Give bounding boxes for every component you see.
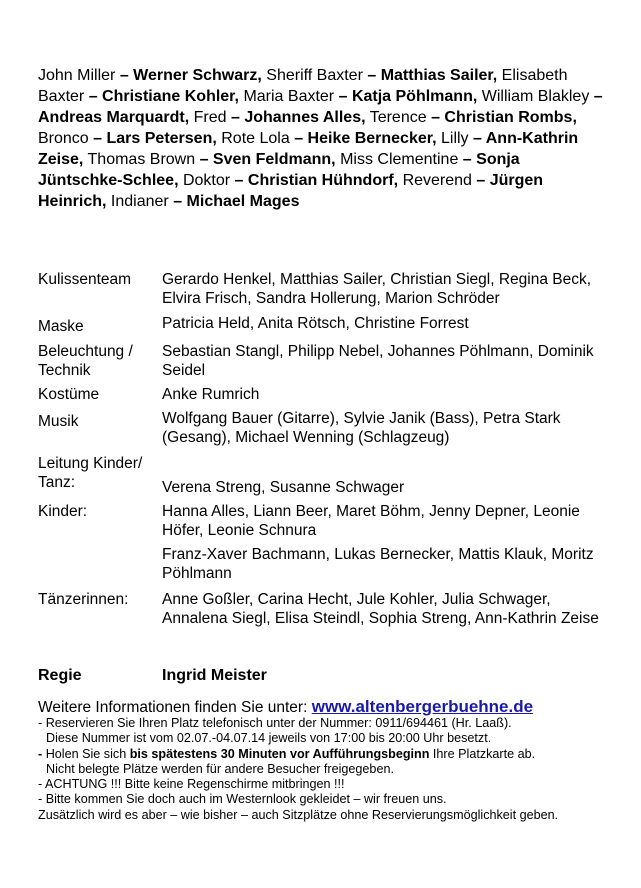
director-label: Regie: [38, 667, 82, 684]
cast-role: Reverend: [402, 172, 472, 189]
cast-actor: Christiane Kohler: [102, 88, 235, 105]
crew-value: Patricia Held, Anita Rötsch, Christine Forrest: [162, 315, 469, 332]
crew-label: Tänzerinnen:: [38, 591, 129, 608]
crew-value: Hanna Alles, Liann Beer, Maret Böhm, Jenny Depner, Leonie Höfer, Leonie Schnura: [162, 503, 580, 539]
crew-row: [38, 314, 613, 336]
crew-label: Musik: [38, 413, 79, 430]
cast-role: Sheriff Baxter: [266, 67, 363, 84]
crew-row: [38, 342, 613, 380]
note-line: Nicht belegte Plätze werden für andere Besucher freigegeben.: [46, 761, 394, 776]
cast-actor: Christian Rombs: [444, 109, 573, 126]
crew-label: Kostüme: [38, 386, 100, 403]
cast-actor: Michael Mages: [186, 193, 300, 210]
crew-row: [38, 409, 613, 447]
crew-row: [38, 454, 613, 497]
crew-value: Wolfgang Bauer (Gitarre), Sylvie Janik (Bass), Petra Stark (Gesang), Michael Wenning (Schlagzeug): [162, 410, 561, 446]
cast-actor: Sven Feldmann: [212, 151, 332, 168]
cast-list: John Miller – Werner Schwarz, Sheriff Baxter – Matthias Sailer, Elisabeth Baxter – Christiane Kohler, Maria Baxter – Katja Pöhlmann, William Blakley – Andreas Marquardt, Fred – Johannes Alles, Terence – Christian Rombs, Bronco – Lars Petersen, Rote Lola – Heike Bernecker, Lilly – Ann-Kathrin Zeise, Thomas Brown – Sven Feldmann, Miss Clementine – Sonja Jüntschke-Schlee, Doktor – Christian Hühndorf, Reverend – Jürgen Heinrich, Indianer – Michael Mages: [38, 67, 603, 210]
crew-label: Kulissenteam: [38, 271, 132, 288]
crew-value: Gerardo Henkel, Matthias Sailer, Christian Siegl, Regina Beck, Elvira Frisch, Sandra Hollerung, Marion Schröder: [162, 271, 592, 307]
note-text: Holen Sie sich: [45, 746, 130, 761]
cast-role: Elisabeth Baxter: [38, 67, 568, 105]
crew-value: Anke Rumrich: [162, 386, 260, 403]
cast-actor: Katja Pöhlmann: [351, 88, 473, 105]
crew-row: [38, 590, 613, 628]
cast-role: Terence: [369, 109, 427, 126]
info-line: [38, 697, 613, 717]
note-text: Ihre Platzkarte ab.: [429, 746, 536, 761]
note-emphasis: bis spätestens 30 Minuten vor Aufführungsbeginn: [129, 746, 430, 761]
crew-value: Sebastian Stangl, Philipp Nebel, Johannes Pöhlmann, Dominik Seidel: [162, 343, 594, 379]
crew-label: [38, 545, 162, 583]
cast-role: Rote Lola: [221, 130, 290, 147]
crew-label: Leitung Kinder/ Tanz:: [38, 455, 143, 491]
cast-role: Thomas Brown: [87, 151, 196, 168]
cast-role: Fred: [193, 109, 227, 126]
note-line: Diese Nummer ist vom 02.07.-04.07.14 jeweils von 17:00 bis 20:00 Uhr besetzt.: [46, 731, 492, 746]
crew-label: Kinder:: [38, 503, 88, 520]
crew-label: Maske: [38, 318, 84, 335]
note-line: - Holen Sie sich bis spätestens 30 Minuten vor Aufführungsbeginn Ihre Platzkarte ab.: [38, 746, 536, 761]
cast-role: Bronco: [38, 130, 89, 147]
cast-actor: Matthias Sailer: [380, 67, 493, 84]
cast-role: Lilly: [440, 130, 469, 147]
director-name: Ingrid Meister: [162, 667, 267, 684]
notes-block: [38, 716, 618, 823]
crew-row: [38, 270, 613, 308]
crew-value: Franz-Xaver Bachmann, Lukas Bernecker, Mattis Klauk, Moritz Pöhlmann: [162, 546, 594, 582]
note-line: Zusätzlich wird es aber – wie bisher – auch Sitzplätze ohne Reservierungsmöglichkeit geben.: [38, 807, 559, 822]
crew-row: [38, 502, 613, 540]
cast-role: Indianer: [110, 193, 169, 210]
crew-row: [38, 545, 613, 583]
cast-role: William Blakley: [481, 88, 590, 105]
cast-actor: Sonja Jüntschke-Schlee: [38, 151, 520, 189]
cast-actor: Ann-Kathrin Zeise: [38, 130, 579, 168]
cast-role: John Miller: [38, 67, 116, 84]
note-line: - ACHTUNG !!! Bitte keine Regenschirme mitbringen !!!: [38, 777, 345, 792]
crew-value: Verena Streng, Susanne Schwager: [162, 479, 405, 496]
cast-role: Miss Clementine: [340, 151, 459, 168]
crew-row: [38, 385, 613, 404]
note-line: - Bitte kommen Sie doch auch im Westernlook gekleidet – wir freuen uns.: [38, 792, 447, 807]
cast-actor: Johannes Alles: [244, 109, 362, 126]
crew-list: [38, 270, 613, 628]
cast-role: Maria Baxter: [243, 88, 335, 105]
cast-actor: Andreas Marquardt: [38, 109, 185, 126]
info-text: Weitere Informationen finden Sie unter:: [38, 699, 308, 716]
cast-actor: Christian Hühndorf: [247, 172, 394, 189]
cast-role: Doktor: [182, 172, 231, 189]
website-link[interactable]: www.altenbergerbuehne.de: [311, 697, 534, 716]
crew-value: Anne Goßler, Carina Hecht, Jule Kohler, Julia Schwager, Annalena Siegl, Elisa Steindl, Sophia Streng, Ann-Kathrin Zeise: [162, 591, 599, 627]
cast-actor: Jürgen Heinrich: [38, 172, 544, 210]
cast-actor: Lars Petersen: [106, 130, 213, 147]
cast-actor: Werner Schwarz: [133, 67, 258, 84]
director-row: [38, 667, 613, 685]
crew-label: Beleuchtung / Technik: [38, 343, 133, 379]
note-line: - Reservieren Sie Ihren Platz telefonisch unter der Nummer: 0911/694461 (Hr. Laaß).: [38, 716, 512, 730]
cast-actor: Heike Bernecker: [307, 130, 433, 147]
